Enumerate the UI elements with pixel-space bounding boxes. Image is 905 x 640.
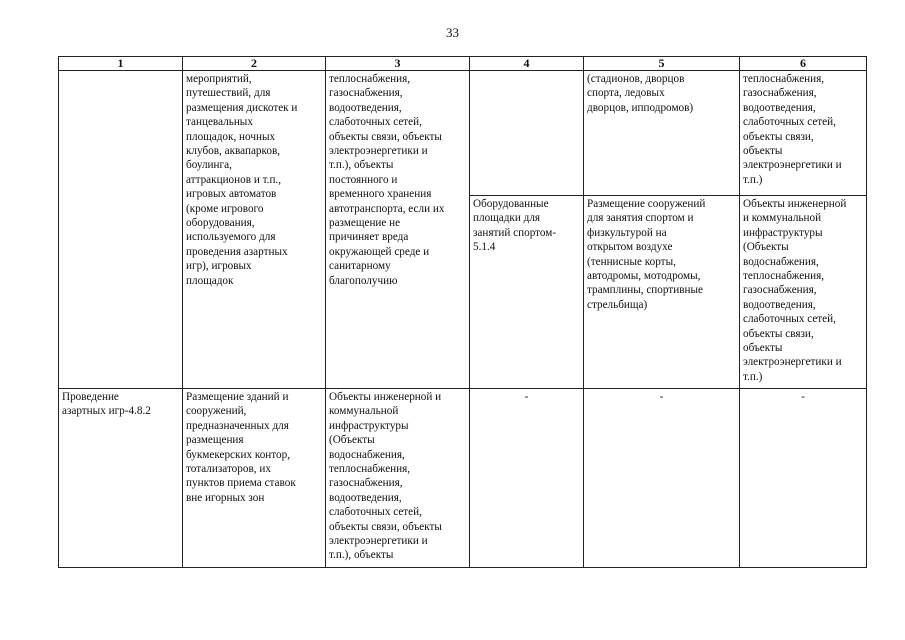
cell-row2-col4: Оборудованные площадки для занятий спортом- 5.1.4 (470, 196, 584, 389)
header-col-5: 5 (584, 57, 740, 71)
header-col-2: 2 (183, 57, 326, 71)
page-number: 33 (446, 25, 459, 40)
header-col-1: 1 (59, 57, 183, 71)
cell-row3-col2: Размещение зданий и сооружений, предназначенных для размещения букмекерских контор, тотализаторов, их пунктов приема ставок вне игорных зон (183, 389, 326, 568)
header-col-6: 6 (740, 57, 867, 71)
cell-row3-col4: - (470, 389, 584, 568)
table-row (59, 389, 867, 568)
cell-row3-col3: Объекты инженерной и коммунальной инфраструктуры (Объекты водоснабжения, теплоснабжения, газоснабжения, водоотведения, слаботочных сетей, объекты связи, объекты электроэнергетики и т.п.), объекты (326, 389, 470, 568)
header-row (59, 57, 867, 71)
cell-row3-col5: - (584, 389, 740, 568)
cell-row3-col6: - (740, 389, 867, 568)
header-col-4: 4 (470, 57, 584, 71)
cell-row1-col5: (стадионов, дворцов спорта, ледовых дворцов, ипподромов) (584, 71, 740, 196)
cell-row3-col1: Проведение азартных игр-4.8.2 (59, 389, 183, 568)
cell-row2-col5: Размещение сооружений для занятия спортом и физкультурой на открытом воздухе (теннисные корты, автодромы, мотодромы, трамплины, спортивные стрельбища) (584, 196, 740, 389)
cell-row1-col4 (470, 71, 584, 196)
cell-row1-col3: теплоснабжения, газоснабжения, водоотведения, слаботочных сетей, объекты связи, объекты электроэнергетики и т.п.), объекты постоянного и временного хранения автотранспорта, если их размещение не причиняет вреда окружающей среде и санитарному благополучию (326, 71, 470, 389)
cell-row1-col6: теплоснабжения, газоснабжения, водоотведения, слаботочных сетей, объекты связи, объекты электроэнергетики и т.п.) (740, 71, 867, 196)
cell-row1-col2: мероприятий, путешествий, для размещения дискотек и танцевальных площадок, ночных клубов, аквапарков, боулинга, аттракционов и т.п., игровых автоматов (кроме игрового оборудования, используемого для проведения азартных игр), игровых площадок (183, 71, 326, 389)
cell-row1-col1 (59, 71, 183, 389)
cell-row2-col6: Объекты инженерной и коммунальной инфраструктуры (Объекты водоснабжения, теплоснабжения, газоснабжения, водоотведения, слаботочных сетей, объекты связи, объекты электроэнергетики и т.п.) (740, 196, 867, 389)
land-use-table (58, 56, 867, 568)
header-col-3: 3 (326, 57, 470, 71)
table-row (59, 71, 867, 196)
